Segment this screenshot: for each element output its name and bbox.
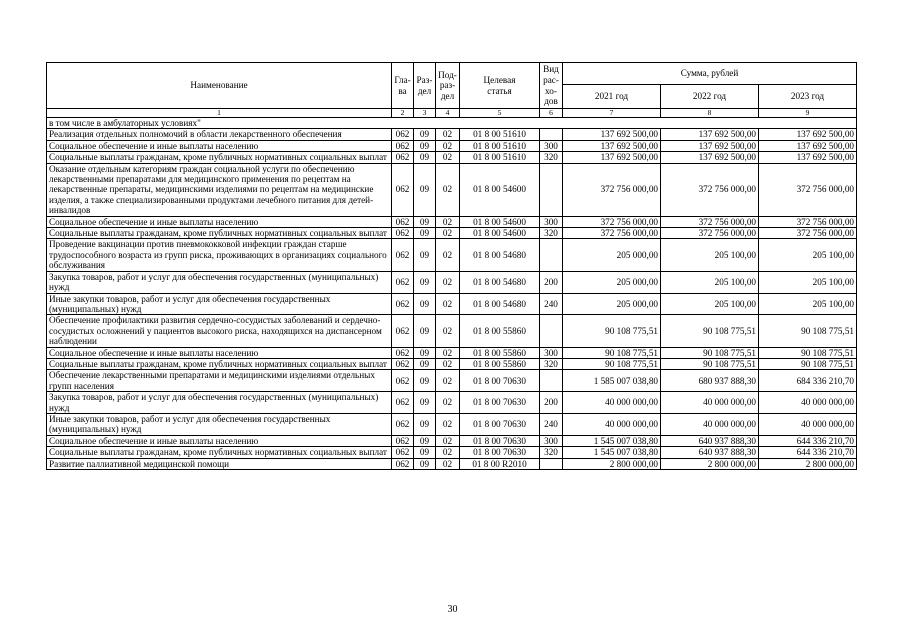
row-razdel: 09 [414, 216, 436, 227]
row-podrazdel: 02 [436, 447, 460, 458]
row-glava: 062 [392, 293, 414, 315]
row-glava: 062 [392, 163, 414, 216]
row-razdel: 09 [414, 152, 436, 163]
budget-table [46, 62, 857, 470]
row-2023: 372 756 000,00 [759, 228, 857, 239]
row-2023: 137 692 500,00 [759, 129, 857, 140]
row-glava: 062 [392, 271, 414, 293]
col-header-podrazdel-text: Под- раз- дел [438, 69, 457, 101]
row-glava: 062 [392, 140, 414, 151]
row-target: 01 8 00 51610 [460, 140, 540, 151]
row-razdel: 09 [414, 163, 436, 216]
row-2021: 40 000 000,00 [563, 392, 661, 414]
row-target: 01 8 00 55860 [460, 358, 540, 369]
table-row [47, 216, 857, 227]
row-2022: 137 692 500,00 [661, 152, 759, 163]
row-2022: 640 937 888,30 [661, 435, 759, 446]
row-vid: 320 [540, 358, 563, 369]
row-2021: 1 545 007 038,80 [563, 447, 661, 458]
row-2021: 205 000,00 [563, 271, 661, 293]
row-2023: 372 756 000,00 [759, 163, 857, 216]
row-2023: 90 108 775,51 [759, 347, 857, 358]
row-target: 01 8 00 51610 [460, 129, 540, 140]
row-2021: 90 108 775,51 [563, 315, 661, 347]
row-2021: 372 756 000,00 [563, 228, 661, 239]
row-2021: 137 692 500,00 [563, 129, 661, 140]
row-2021: 90 108 775,51 [563, 347, 661, 358]
colnum: 2 [392, 109, 414, 118]
row-podrazdel: 02 [436, 152, 460, 163]
row-2021: 40 000 000,00 [563, 413, 661, 435]
row-2023: 644 336 210,70 [759, 447, 857, 458]
row-target: 01 8 00 54680 [460, 271, 540, 293]
row-2023: 644 336 210,70 [759, 435, 857, 446]
row-2022: 372 756 000,00 [661, 216, 759, 227]
row-2021: 1 585 007 038,80 [563, 370, 661, 392]
row-2023: 137 692 500,00 [759, 152, 857, 163]
row-podrazdel: 02 [436, 129, 460, 140]
row-2022: 90 108 775,51 [661, 347, 759, 358]
row-target: 01 8 00 55860 [460, 315, 540, 347]
row-razdel: 09 [414, 413, 436, 435]
colnum: 7 [563, 109, 661, 118]
col-header-vid-text: Вид рас- хо- дов [543, 64, 559, 107]
table-row [47, 435, 857, 446]
table-row [47, 413, 857, 435]
row-razdel: 09 [414, 239, 436, 271]
row-podrazdel: 02 [436, 239, 460, 271]
col-header-vid [540, 63, 563, 109]
col-header-razdel-text: Раз- дел [416, 74, 433, 96]
row-glava: 062 [392, 239, 414, 271]
row-name: Проведение вакцинации против пневмококковой инфекции граждан старше трудоспособного возраста из групп риска, проживающих в организациях социального обслуживания [47, 239, 392, 271]
row-name: Социальные выплаты гражданам, кроме публичных нормативных социальных выплат [47, 228, 392, 239]
row-2021: 205 000,00 [563, 293, 661, 315]
row-2022: 680 937 888,30 [661, 370, 759, 392]
row-2021: 90 108 775,51 [563, 358, 661, 369]
table-row [47, 129, 857, 140]
row-podrazdel: 02 [436, 370, 460, 392]
row-name: Социальные выплаты гражданам, кроме публичных нормативных социальных выплат [47, 358, 392, 369]
row-vid [540, 370, 563, 392]
row-target: 01 8 00 70630 [460, 392, 540, 414]
row-podrazdel: 02 [436, 458, 460, 469]
row-2023: 684 336 210,70 [759, 370, 857, 392]
row-podrazdel: 02 [436, 435, 460, 446]
col-header-glava-text: Гла- ва [394, 74, 411, 96]
table-row [47, 271, 857, 293]
row-vid [540, 129, 563, 140]
row-vid: 300 [540, 140, 563, 151]
row-name: Закупка товаров, работ и услуг для обеспечения государственных (муниципальных) нужд [47, 271, 392, 293]
row-podrazdel: 02 [436, 413, 460, 435]
row-2022: 40 000 000,00 [661, 413, 759, 435]
column-number-row [47, 109, 857, 118]
row-2023: 205 100,00 [759, 293, 857, 315]
colnum: 6 [540, 109, 563, 118]
row-2023: 205 100,00 [759, 271, 857, 293]
row-razdel: 09 [414, 447, 436, 458]
row-razdel: 09 [414, 140, 436, 151]
col-header-2023: 2023 год [759, 85, 857, 109]
row-vid: 320 [540, 228, 563, 239]
col-header-target [460, 63, 540, 109]
row-glava: 062 [392, 152, 414, 163]
row-vid [540, 315, 563, 347]
table-row [47, 347, 857, 358]
row-vid [540, 458, 563, 469]
row-vid: 240 [540, 413, 563, 435]
row-glava: 062 [392, 315, 414, 347]
col-header-target-text: Целевая статья [483, 75, 516, 96]
row-razdel: 09 [414, 347, 436, 358]
row-vid: 200 [540, 392, 563, 414]
row-podrazdel: 02 [436, 315, 460, 347]
row-name: Обеспечение профилактики развития сердечно-сосудистых заболеваний и сердечно-сосудистых осложнений у пациентов высокого риска, находящихся на диспансерном наблюдении [47, 315, 392, 347]
row-vid: 320 [540, 152, 563, 163]
row-podrazdel: 02 [436, 392, 460, 414]
row-2023: 40 000 000,00 [759, 413, 857, 435]
row-glava: 062 [392, 347, 414, 358]
row-2023: 90 108 775,51 [759, 358, 857, 369]
row-vid: 200 [540, 271, 563, 293]
row-target: 01 8 00 55860 [460, 347, 540, 358]
page-number: 30 [447, 604, 458, 615]
row-podrazdel: 02 [436, 140, 460, 151]
col-header-razdel [414, 63, 436, 109]
col-header-2022: 2022 год [661, 85, 759, 109]
row-name: Реализация отдельных полномочий в области лекарственного обеспечения [47, 129, 392, 140]
row-target: 01 8 00 54680 [460, 293, 540, 315]
table-row [47, 228, 857, 239]
table-row [47, 458, 857, 469]
row-2023: 2 800 000,00 [759, 458, 857, 469]
row-name: Иные закупки товаров, работ и услуг для обеспечения государственных (муниципальных) нужд [47, 413, 392, 435]
colnum: 9 [759, 109, 857, 118]
row-2022: 205 100,00 [661, 271, 759, 293]
row-target: 01 8 00 R2010 [460, 458, 540, 469]
row-2022: 372 756 000,00 [661, 163, 759, 216]
row-2023: 372 756 000,00 [759, 216, 857, 227]
row-target: 01 8 00 54600 [460, 228, 540, 239]
row-podrazdel: 02 [436, 358, 460, 369]
row-razdel: 09 [414, 129, 436, 140]
row-glava: 062 [392, 358, 414, 369]
row-name: Социальное обеспечение и иные выплаты населению [47, 140, 392, 151]
row-name: в том числе в амбулаторных условиях" [47, 118, 857, 129]
row-podrazdel: 02 [436, 271, 460, 293]
table-row [47, 140, 857, 151]
colnum: 1 [47, 109, 392, 118]
row-razdel: 09 [414, 293, 436, 315]
row-razdel: 09 [414, 435, 436, 446]
row-glava: 062 [392, 216, 414, 227]
col-header-2021: 2021 год [563, 85, 661, 109]
row-glava: 062 [392, 435, 414, 446]
row-2021: 372 756 000,00 [563, 163, 661, 216]
table-row [47, 293, 857, 315]
row-razdel: 09 [414, 228, 436, 239]
col-header-podrazdel [436, 63, 460, 109]
row-name: Социальное обеспечение и иные выплаты населению [47, 435, 392, 446]
row-glava: 062 [392, 458, 414, 469]
row-2022: 137 692 500,00 [661, 129, 759, 140]
colnum: 3 [414, 109, 436, 118]
colnum: 5 [460, 109, 540, 118]
row-podrazdel: 02 [436, 216, 460, 227]
row-name: Социальное обеспечение и иные выплаты населению [47, 347, 392, 358]
table-row [47, 315, 857, 347]
row-glava: 062 [392, 370, 414, 392]
row-target: 01 8 00 54600 [460, 163, 540, 216]
row-2022: 205 100,00 [661, 293, 759, 315]
row-2023: 90 108 775,51 [759, 315, 857, 347]
row-2021: 137 692 500,00 [563, 140, 661, 151]
row-vid: 300 [540, 347, 563, 358]
row-2021: 372 756 000,00 [563, 216, 661, 227]
row-podrazdel: 02 [436, 293, 460, 315]
row-target: 01 8 00 70630 [460, 447, 540, 458]
row-target: 01 8 00 70630 [460, 370, 540, 392]
row-vid [540, 239, 563, 271]
table-row [47, 370, 857, 392]
row-glava: 062 [392, 447, 414, 458]
row-name: Развитие паллиативной медицинской помощи [47, 458, 392, 469]
row-2022: 90 108 775,51 [661, 358, 759, 369]
row-razdel: 09 [414, 358, 436, 369]
colnum: 8 [661, 109, 759, 118]
row-razdel: 09 [414, 458, 436, 469]
row-name: Иные закупки товаров, работ и услуг для обеспечения государственных (муниципальных) нужд [47, 293, 392, 315]
table-row [47, 358, 857, 369]
row-2023: 137 692 500,00 [759, 140, 857, 151]
row-target: 01 8 00 51610 [460, 152, 540, 163]
table-row [47, 239, 857, 271]
row-2023: 205 100,00 [759, 239, 857, 271]
row-name: Оказание отдельным категориям граждан социальной услуги по обеспечению лекарственными препаратами для медицинского применения по рецептам на лекарственные препараты, медицинскими изделиями по рецептам на медицинские изделия, а также специализированными продуктами лечебного питания для детей-инвалидов [47, 163, 392, 216]
row-glava: 062 [392, 392, 414, 414]
row-razdel: 09 [414, 315, 436, 347]
row-name: Социальные выплаты гражданам, кроме публичных нормативных социальных выплат [47, 447, 392, 458]
row-name: Социальные выплаты гражданам, кроме публичных нормативных социальных выплат [47, 152, 392, 163]
row-2021: 2 800 000,00 [563, 458, 661, 469]
row-target: 01 8 00 70630 [460, 413, 540, 435]
table-row [47, 392, 857, 414]
row-target: 01 8 00 54600 [460, 216, 540, 227]
row-2022: 40 000 000,00 [661, 392, 759, 414]
table-row [47, 118, 857, 129]
row-vid: 300 [540, 435, 563, 446]
row-2023: 40 000 000,00 [759, 392, 857, 414]
row-glava: 062 [392, 129, 414, 140]
row-2021: 1 545 007 038,80 [563, 435, 661, 446]
row-2022: 640 937 888,30 [661, 447, 759, 458]
row-podrazdel: 02 [436, 228, 460, 239]
row-name: Социальное обеспечение и иные выплаты населению [47, 216, 392, 227]
row-2021: 137 692 500,00 [563, 152, 661, 163]
table-row [47, 152, 857, 163]
row-target: 01 8 00 54680 [460, 239, 540, 271]
row-2022: 205 100,00 [661, 239, 759, 271]
row-2022: 372 756 000,00 [661, 228, 759, 239]
row-2021: 205 000,00 [563, 239, 661, 271]
row-razdel: 09 [414, 271, 436, 293]
table-row [47, 447, 857, 458]
col-header-sum: Сумма, рублей [563, 63, 857, 85]
row-vid: 300 [540, 216, 563, 227]
row-2022: 137 692 500,00 [661, 140, 759, 151]
table-body [47, 109, 857, 470]
row-2022: 90 108 775,51 [661, 315, 759, 347]
table-row [47, 163, 857, 216]
row-vid: 240 [540, 293, 563, 315]
row-name: Обеспечение лекарственными препаратами и медицинскими изделиями отдельных групп населения [47, 370, 392, 392]
row-vid [540, 163, 563, 216]
row-razdel: 09 [414, 370, 436, 392]
row-name: Закупка товаров, работ и услуг для обеспечения государственных (муниципальных) нужд [47, 392, 392, 414]
row-glava: 062 [392, 413, 414, 435]
row-podrazdel: 02 [436, 163, 460, 216]
col-header-glava [392, 63, 414, 109]
row-vid: 320 [540, 447, 563, 458]
colnum: 4 [436, 109, 460, 118]
row-glava: 062 [392, 228, 414, 239]
row-podrazdel: 02 [436, 347, 460, 358]
col-header-name: Наименование [47, 63, 392, 109]
row-razdel: 09 [414, 392, 436, 414]
row-target: 01 8 00 70630 [460, 435, 540, 446]
row-2022: 2 800 000,00 [661, 458, 759, 469]
